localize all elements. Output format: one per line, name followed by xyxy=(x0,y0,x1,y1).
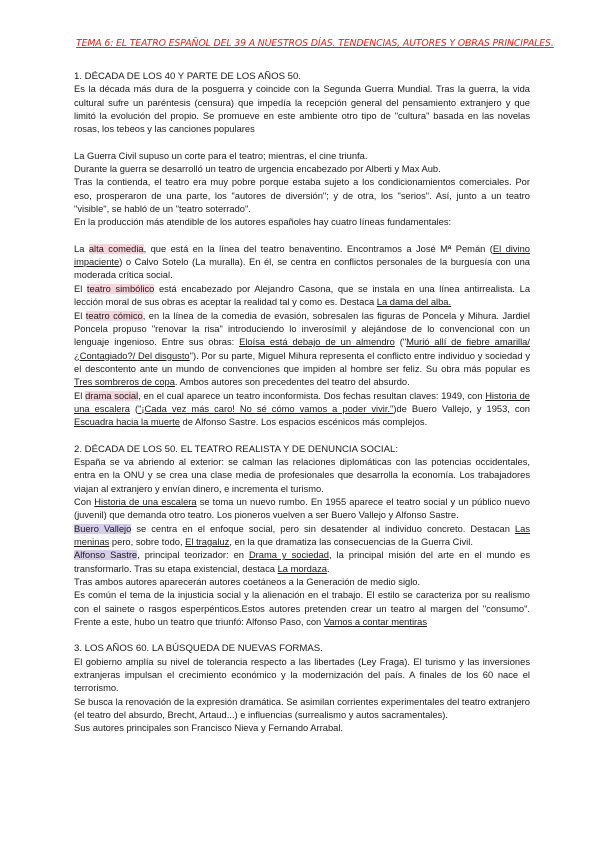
section-3-paragraph-2: Se busca la renovación de la expresión dramática. Se asimilan corrientes experimentales del teatro extranjero (el teatro del absurdo, Brecht, Artaud...) e influencias (surrealismo y autos sacramentales). xyxy=(74,696,530,721)
quote: Murió allí de fiebre amarilla/ ¿Contagiado?/ Del disgusto xyxy=(74,337,530,361)
section-1-line-3: Tras la contienda, el teatro era muy pobre porque estaba sujeto a los condicionamientos comerciales. Por eso, prosperaron de una parte, los "autores de diversión"; y de otra, los "serios". Así, junto a un teatro "visible", se habló de un "teatro soterrado". xyxy=(74,177,530,215)
alta-comedia-paragraph: La alta comedia, que está en la línea del teatro benaventino. Encontramos a José Mª Pemán (El divino impaciente) o Calvo Sotelo (La muralla). En él, se centra en conflictos personales de la burguesía con una moderada crítica social. xyxy=(74,243,531,281)
highlight-teatro-comico: teatro cómico xyxy=(85,310,143,321)
drama-social-paragraph: El drama social, en el cual aparece un teatro inconformista. Dos fechas resultan claves: 1949, con Historia de una escalera ("¡Cada vez más caro! No sé cómo vamos a poder vivir.")de Buero Vallejo, y 1953, con Escuadra hacia la muerte de Alfonso Sastre. Los espacios escénicos más complejos. xyxy=(74,390,530,428)
document-body xyxy=(74,70,530,736)
work-title: Escuadra hacia la muerte xyxy=(74,417,180,428)
work-title: Vamos a contar mentiras xyxy=(323,617,428,628)
highlight-buero-vallejo: Buero Vallejo xyxy=(74,523,132,534)
work-title: Historia de una escalera xyxy=(74,390,530,414)
highlight-teatro-simbolico: teatro simbólico xyxy=(86,283,155,294)
teatro-comico-paragraph: El teatro cómico, en la línea de la comedia de evasión, sobresalen las figuras de Poncela y Mihura. Jardiel Poncela propuso "renovar la risa" introduciendo lo inverosímil y alejándose de lo convencional con un lenguaje ingenioso. Entre sus obras: Eloísa está debajo de un almendro ("Murió allí de fiebre amarilla/ ¿Contagiado?/ Del disgusto"). Por su parte, Miguel Mihura representa el conflicto entre individuo y sociedad y el descontento ante un mundo de convenciones que impiden al hombre ser feliz. Su obra más popular es Tres sombreros de copa. Ambos autores son precedentes del teatro del absurdo. xyxy=(74,310,531,388)
quote: "¡Cada vez más caro! No sé cómo vamos a poder vivir." xyxy=(138,403,394,414)
work-title: La dama del alba. xyxy=(376,297,452,308)
section-1-intro: Es la década más dura de la posguerra y coincide con la Segunda Guerra Mundial. Tras la guerra, la vida cultural sufre un paréntesis (censura) que impedía la recepción general del pensamiento extranjero y que limitó la evolución del propio. Se promueve en este ambiente otro tipo de "cultura" basada en las novelas rosas, los tebeos y las canciones populares xyxy=(74,84,530,135)
section-2-intro: España se va abriendo al exterior: se calman las relaciones diplomáticas con las potencias occidentales, entra en la ONU y se crea una clase media de profesionales que desarrolla la economía. Los trabajadores viajan al extranjero y envían dinero, e incrementa el turismo. xyxy=(74,456,530,494)
work-title: Drama y sociedad xyxy=(248,550,329,561)
section-3-paragraph-3: Sus autores principales son Francisco Nieva y Fernando Arrabal. xyxy=(74,723,344,734)
alfonso-sastre-paragraph: Alfonso Sastre, principal teorizador: en Drama y sociedad, la principal misión del arte en el mundo es transformarlo. Tras su etapa existencial, destaca La mordaza. xyxy=(74,550,530,574)
highlight-alta-comedia: alta comedia xyxy=(88,243,144,254)
section-1-line-4: En la producción más atendible de los autores españoles hay cuatro líneas fundamentales: xyxy=(74,217,452,228)
section-1-line-1: La Guerra Civil supuso un corte para el teatro; mientras, el cine triunfa. xyxy=(74,150,368,161)
historia-escalera-paragraph: Con Historia de una escalera se toma un nuevo rumbo. En 1955 aparece el teatro social y un público nuevo (juvenil) que demanda otro teatro. Los pioneros vuelven a ser Buero Vallejo y Alfonso Sastre. xyxy=(74,496,530,521)
section-2-line-1: Tras ambos autores aparecerán autores coetáneos a la Generación de medio siglo. xyxy=(74,577,421,588)
work-title: Tres sombreros de copa xyxy=(74,377,175,388)
work-title: Las meninas xyxy=(74,523,530,547)
work-title: La mordaza xyxy=(277,563,327,574)
document-title: TEMA 6: EL TEATRO ESPAÑOL DEL 39 A NUESTROS DÍAS. TENDENCIAS, AUTORES Y OBRAS PRINCIPALES. xyxy=(76,38,554,49)
teatro-simbolico-paragraph: El teatro simbólico está encabezado por Alejandro Casona, que se instala en una línea antirrealista. La lección moral de sus obras es aceptar la realidad tal y como es. Destaca La dama del alba. xyxy=(74,283,531,308)
section-1-heading: 1. DÉCADA DE LOS 40 Y PARTE DE LOS AÑOS 50. xyxy=(74,71,301,82)
highlight-alfonso-sastre: Alfonso Sastre xyxy=(74,550,138,561)
work-title: Eloísa está debajo de un almendro xyxy=(239,337,395,348)
work-title: El divino impaciente xyxy=(74,243,531,268)
section-1-line-2: Durante la guerra se desarrolló un teatro de urgencia encabezado por Alberti y Max Aub. xyxy=(74,164,441,175)
buero-vallejo-paragraph: Buero Vallejo se centra en el enfoque social, pero sin desatender al individuo concreto. Destacan Las meninas pero, sobre todo, El tragaluz, en la que dramatiza las consecuencias de la Guerra Civil. xyxy=(74,523,530,547)
highlight-drama-social: drama social xyxy=(85,390,139,401)
section-3-heading: 3. LOS AÑOS 60. LA BÚSQUEDA DE NUEVAS FORMAS. xyxy=(74,643,323,655)
section-3-paragraph-1: El gobierno amplía su nivel de tolerancia respecto a las libertades (Ley Fraga). El turismo y las inversiones extranjeras impulsan el crecimiento económico y la modernización del país. A finales de los 60 nace el terrorismo. xyxy=(74,656,530,694)
section-2-line-2: Es común el tema de la injusticia social y la alienación en el trabajo. El estilo se caracteriza por su realismo con el sainete o rasgos esperpénticos.Estos autores pretenden crear un teatro al margen del "consumo". Frente a este, hubo un teatro que triunfó: Alfonso Paso, con Vamos a contar mentiras xyxy=(74,590,530,628)
work-title: Historia de una escalera xyxy=(94,496,197,507)
section-2-heading: 2. DÉCADA DE LOS 50. EL TEATRO REALISTA Y DE DENUNCIA SOCIAL: xyxy=(74,443,398,455)
work-title: El tragaluz xyxy=(185,537,230,547)
